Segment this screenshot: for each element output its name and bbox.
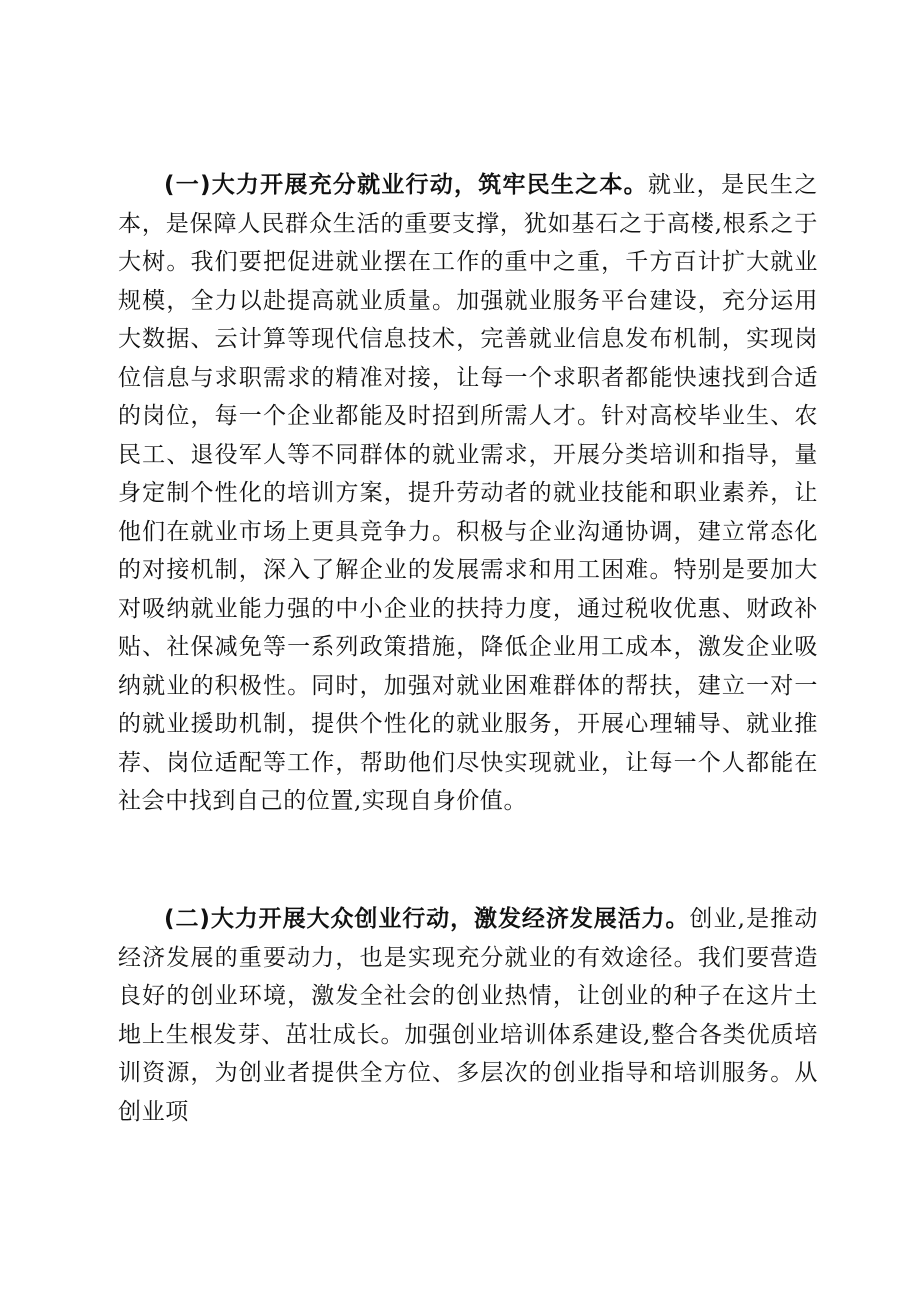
section-1-paragraph <box>118 166 818 821</box>
section-1-heading: (一)大力开展充分就业行动，筑牢民生之本。 <box>164 172 648 198</box>
section-1-body: 就业，是民生之本，是保障人民群众生活的重要支撑，犹如基石之于高楼,根系之于大树。我们要把促进就业摆在工作的重中之重，千方百计扩大就业规模，全力以赴提高就业质量。加强就业服务平台建设，充分运用大数据、云计算等现代信息技术，完善就业信息发布机制，实现岗位信息与求职需求的精准对接，让每一个求职者都能快速找到合适的岗位，每一个企业都能及时招到所需人才。针对高校毕业生、农民工、退役军人等不同群体的就业需求，开展分类培训和指导，量身定制个性化的培训方案，提升劳动者的就业技能和职业素养，让他们在就业市场上更具竞争力。积极与企业沟通协调，建立常态化的对接机制，深入了解企业的发展需求和用工困难。特别是要加大对吸纳就业能力强的中小企业的扶持力度，通过税收优惠、财政补贴、社保减免等一系列政策措施，降低企业用工成本，激发企业吸纳就业的积极性。同时，加强对就业困难群体的帮扶，建立一对一的就业援助机制，提供个性化的就业服务，开展心理辅导、就业推荐、岗位适配等工作，帮助他们尽快实现就业，让每一个人都能在社会中找到自己的位置,实现自身价值。 <box>118 172 818 814</box>
section-2-heading: (二)大力开展大众创业行动，激发经济发展活力。 <box>164 906 690 932</box>
section-2-paragraph <box>118 900 818 1131</box>
section-2-body: 创业,是推动经济发展的重要动力，也是实现充分就业的有效途径。我们要营造良好的创业环境，激发全社会的创业热情，让创业的种子在这片土地上生根发芽、茁壮成长。加强创业培训体系建设,整合各类优质培训资源，为创业者提供全方位、多层次的创业指导和培训服务。从创业项 <box>118 906 818 1125</box>
